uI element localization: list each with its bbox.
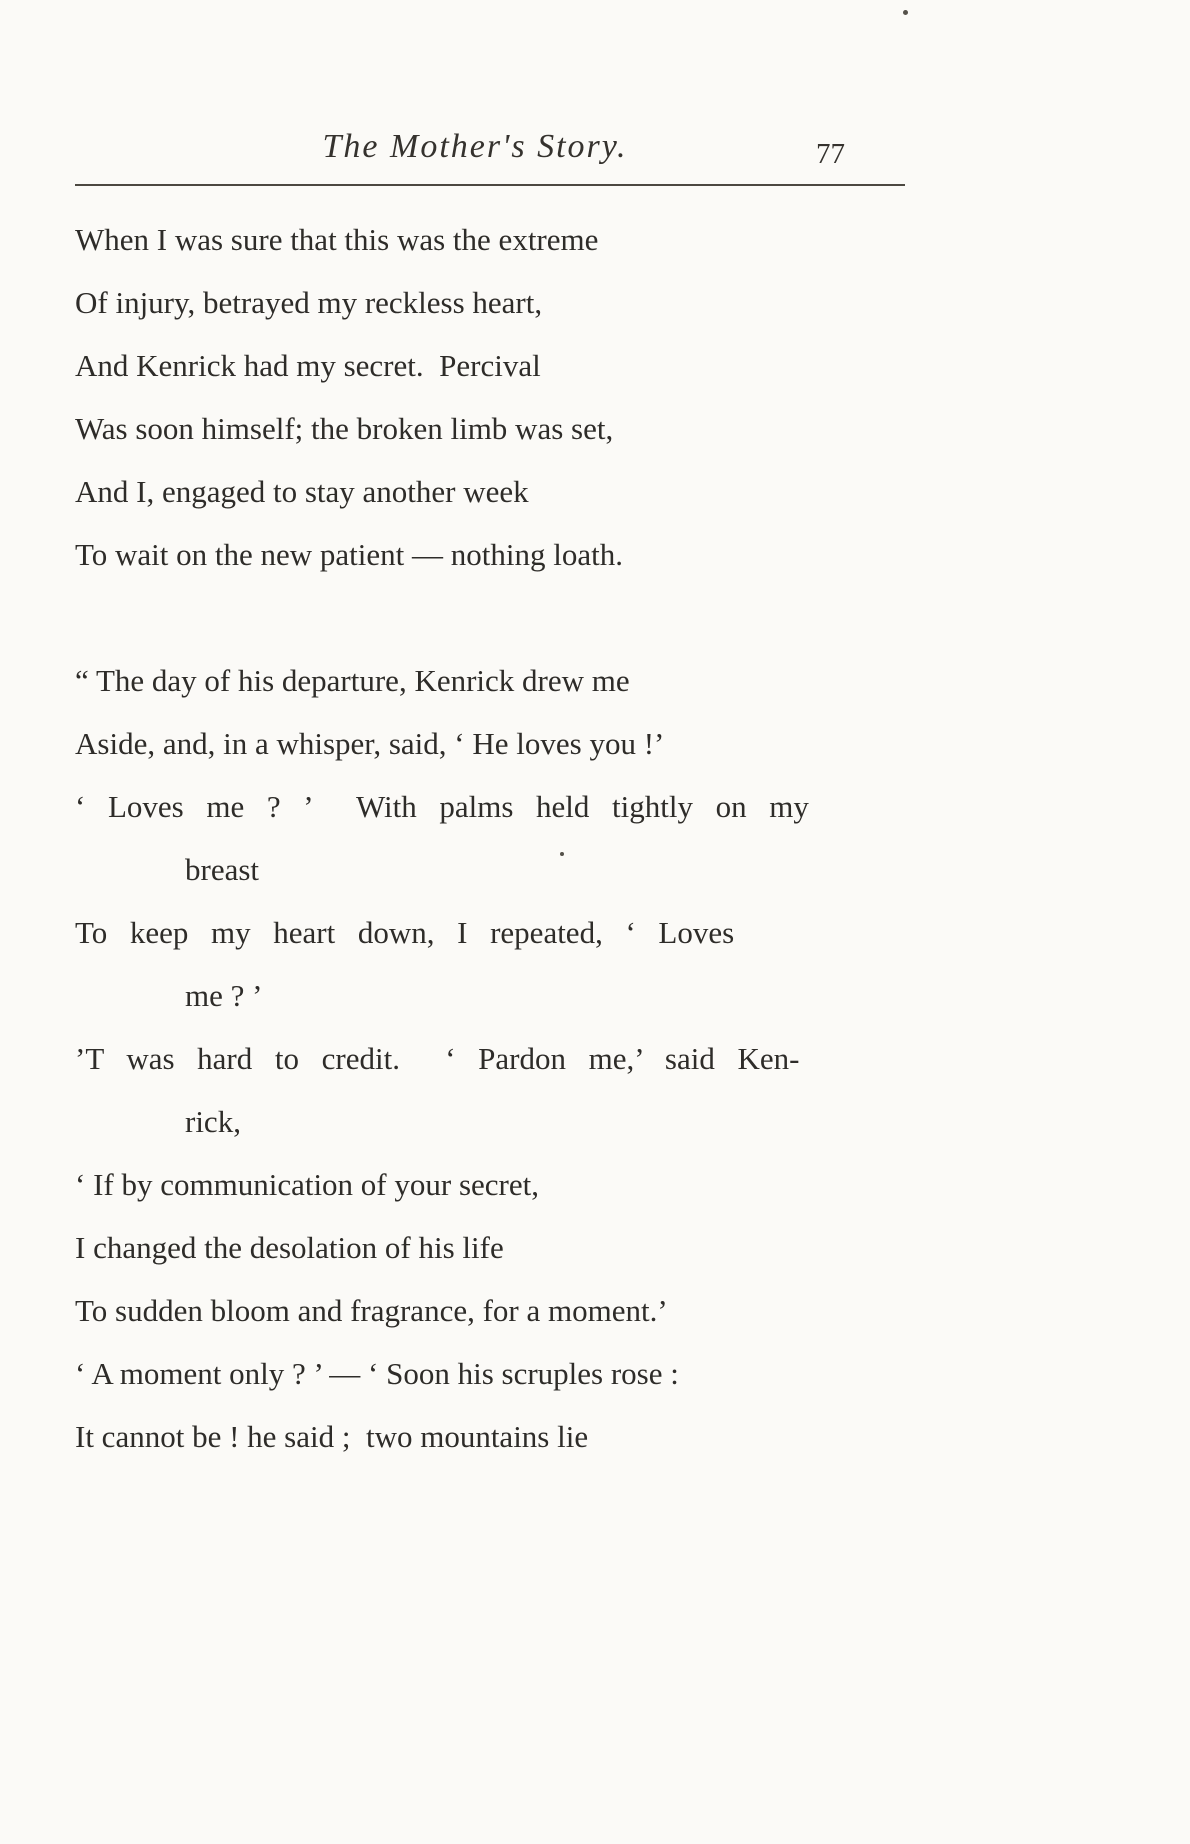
poem-line: ‘ If by communication of your secret, [75, 1167, 539, 1202]
poem-line: ‘ A moment only ? ’ — ‘ Soon his scruples rose : [75, 1356, 679, 1391]
poem-line: me ? ’ [185, 978, 263, 1013]
page-number [75, 138, 870, 171]
poem-line: Was soon himself; the broken limb was set, [75, 411, 614, 446]
poem-line: And I, engaged to stay another week [75, 474, 529, 509]
poem-line: When I was sure that this was the extreme [75, 222, 599, 257]
poem-line: To keep my heart down, I repeated, ‘ Loves [75, 915, 735, 950]
poem-body [75, 208, 870, 1468]
poem-line: To sudden bloom and fragrance, for a moment.’ [75, 1293, 668, 1328]
page-number-value: 77 [816, 138, 845, 170]
poem-line: I changed the desolation of his life [75, 1230, 504, 1265]
poem-line: ‘ Loves me ? ’ With palms held tightly on my [75, 789, 809, 824]
poem-line: It cannot be ! he said ; two mountains lie [75, 1419, 589, 1454]
ink-speck [903, 10, 908, 15]
poem-line: “ The day of his departure, Kenrick drew me [75, 663, 630, 698]
poem-line: ’T was hard to credit. ‘ Pardon me,’ said Ken- [75, 1041, 800, 1076]
poem-line: breast [185, 852, 260, 887]
page-title: The Mother's Story. [322, 128, 628, 165]
poem-line: To wait on the new patient — nothing loath. [75, 537, 623, 572]
poem-line: rick, [185, 1104, 241, 1139]
poem-line: Of injury, betrayed my reckless heart, [75, 285, 543, 320]
header-rule [75, 184, 905, 186]
poem-line: Aside, and, in a whisper, said, ‘ He loves you !’ [75, 726, 665, 761]
poem-line: And Kenrick had my secret. Percival [75, 348, 541, 383]
